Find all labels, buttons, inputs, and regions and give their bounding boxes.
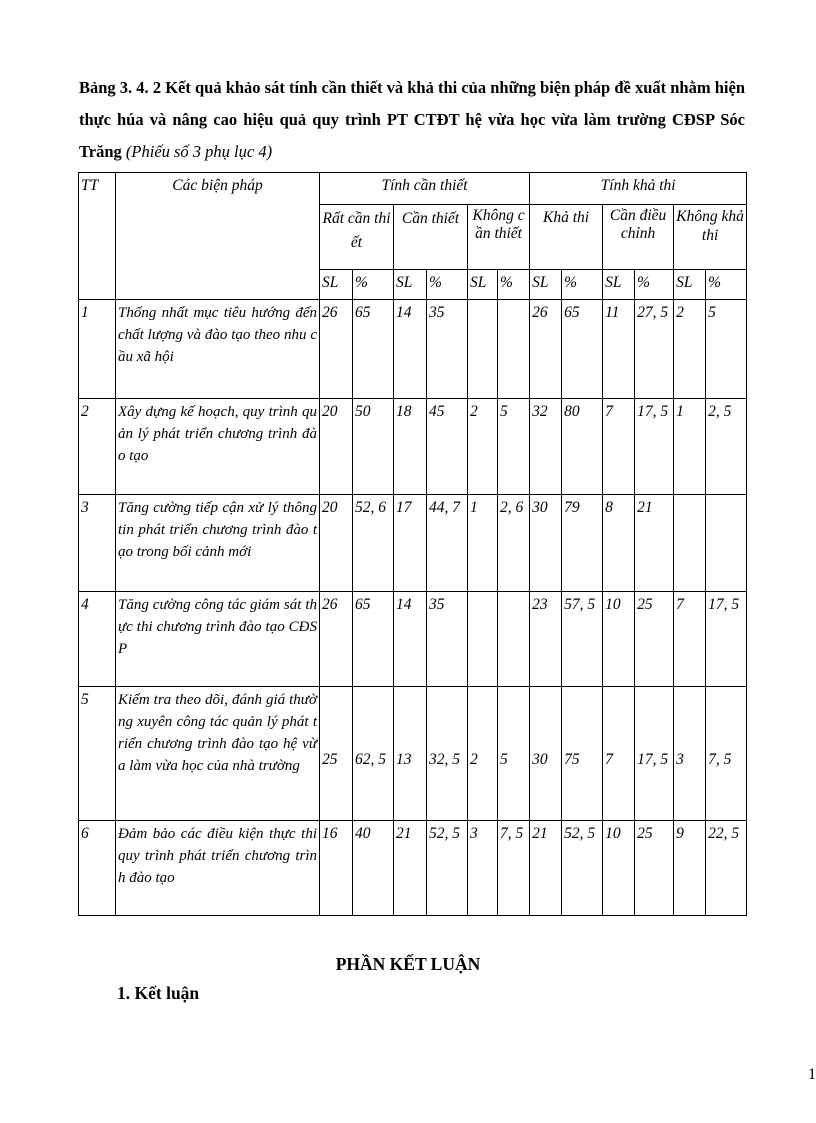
cell-value: 30 [530, 687, 562, 821]
cell-value: 22, 5 [706, 821, 747, 916]
cell-value: 14 [394, 300, 427, 399]
cell-value: 5 [498, 687, 530, 821]
row-tt: 3 [79, 495, 116, 592]
cell-value: 44, 7 [427, 495, 468, 592]
header-pct: % [427, 270, 468, 300]
cell-value: 52, 6 [353, 495, 394, 592]
cell-value: 2 [468, 687, 498, 821]
cell-value [468, 300, 498, 399]
row-measure: Đảm bảo các điều kiện thực thi quy trình phát triển chương trình đào tạo [116, 821, 320, 916]
header-very-necessary: Rất cần thiết [320, 205, 394, 270]
cell-value [468, 592, 498, 687]
cell-value [498, 300, 530, 399]
cell-value: 3 [674, 687, 706, 821]
cell-value: 9 [674, 821, 706, 916]
header-feasible: Khả thi [530, 205, 603, 270]
cell-value: 2 [468, 399, 498, 495]
cell-value: 50 [353, 399, 394, 495]
cell-value: 14 [394, 592, 427, 687]
cell-value: 1 [674, 399, 706, 495]
cell-value: 5 [498, 399, 530, 495]
cell-value: 2 [674, 300, 706, 399]
header-needs-adjustment: Cần điều chỉnh [603, 205, 674, 270]
table-row [79, 495, 747, 592]
cell-value: 26 [530, 300, 562, 399]
table-caption [79, 72, 745, 168]
row-measure: Xây dựng kế hoạch, quy trình quản lý phát triển chương trình đào tạo [116, 399, 320, 495]
header-sl: SL [530, 270, 562, 300]
row-tt: 6 [79, 821, 116, 916]
row-measure: Kiểm tra theo dõi, đánh giá thường xuyên công tác quản lý phát triển chương trình đào tạo hệ vừa làm vừa học của nhà trường [116, 687, 320, 821]
cell-value: 7, 5 [498, 821, 530, 916]
cell-value: 35 [427, 300, 468, 399]
cell-value: 30 [530, 495, 562, 592]
header-necessary: Cần thiết [394, 205, 468, 270]
cell-value: 17 [394, 495, 427, 592]
cell-value: 57, 5 [562, 592, 603, 687]
cell-value: 13 [394, 687, 427, 821]
cell-value: 7 [603, 687, 635, 821]
header-necessity: Tính cần thiết [320, 173, 530, 205]
cell-value: 23 [530, 592, 562, 687]
cell-value: 65 [562, 300, 603, 399]
cell-value: 17, 5 [635, 399, 674, 495]
cell-value: 80 [562, 399, 603, 495]
header-sl: SL [394, 270, 427, 300]
header-pct: % [635, 270, 674, 300]
page-number: 1 [808, 1066, 816, 1083]
cell-value: 65 [353, 300, 394, 399]
cell-value [706, 495, 747, 592]
header-pct: % [706, 270, 747, 300]
cell-value [498, 592, 530, 687]
cell-value: 20 [320, 399, 353, 495]
header-sl: SL [468, 270, 498, 300]
cell-value: 20 [320, 495, 353, 592]
cell-value: 11 [603, 300, 635, 399]
row-measure: Thống nhất mục tiêu hướng đến chất lượng và đào tạo theo nhu cầu xã hội [116, 300, 320, 399]
header-feasibility: Tính khả thi [530, 173, 747, 205]
cell-value: 2, 6 [498, 495, 530, 592]
cell-value: 7 [603, 399, 635, 495]
conclusion-part-title: PHẦN KẾT LUẬN [335, 954, 481, 974]
header-pct: % [353, 270, 394, 300]
cell-value: 7, 5 [706, 687, 747, 821]
cell-value: 62, 5 [353, 687, 394, 821]
cell-value: 26 [320, 592, 353, 687]
cell-value: 21 [635, 495, 674, 592]
table-row [79, 300, 747, 399]
header-pct: % [498, 270, 530, 300]
cell-value: 10 [603, 592, 635, 687]
cell-value: 17, 5 [635, 687, 674, 821]
cell-value: 17, 5 [706, 592, 747, 687]
caption-note: (Phiếu số 3 phụ lục 4) [125, 142, 273, 161]
row-measure: Tăng cường tiếp cận xử lý thông tin phát triển chương trình đào tạo trong bối cảnh mới [116, 495, 320, 592]
conclusion-section-heading: 1. Kết luận [117, 983, 200, 1003]
cell-value: 26 [320, 300, 353, 399]
cell-value: 25 [635, 821, 674, 916]
row-tt: 4 [79, 592, 116, 687]
header-pct: % [562, 270, 603, 300]
header-measure: Các biện pháp [116, 173, 320, 300]
cell-value: 32 [530, 399, 562, 495]
table-row [79, 592, 747, 687]
cell-value: 40 [353, 821, 394, 916]
cell-value: 18 [394, 399, 427, 495]
cell-value: 3 [468, 821, 498, 916]
row-tt: 2 [79, 399, 116, 495]
header-sl: SL [603, 270, 635, 300]
cell-value: 21 [530, 821, 562, 916]
cell-value: 2, 5 [706, 399, 747, 495]
cell-value: 75 [562, 687, 603, 821]
cell-value: 8 [603, 495, 635, 592]
table-row [79, 687, 747, 821]
cell-value: 1 [468, 495, 498, 592]
caption-title: Bảng 3. 4. 2 Kết quả khảo sát tính cần thiết và khả thi của những biện pháp đề xuất nhằm hiện thực húa và nâng cao hiệu quả quy trình PT CTĐT hệ vừa học vừa làm trường CĐSP Sóc Trăng [79, 78, 745, 161]
header-sl: SL [674, 270, 706, 300]
table-row [79, 821, 747, 916]
cell-value: 21 [394, 821, 427, 916]
cell-value: 5 [706, 300, 747, 399]
header-not-feasible: Không khả thi [674, 205, 747, 270]
cell-value: 52, 5 [427, 821, 468, 916]
cell-value: 10 [603, 821, 635, 916]
cell-value: 35 [427, 592, 468, 687]
cell-value: 25 [635, 592, 674, 687]
cell-value: 65 [353, 592, 394, 687]
survey-results-table [78, 172, 747, 916]
cell-value [674, 495, 706, 592]
header-not-necessary: Không cần thiết [468, 205, 530, 270]
header-sl: SL [320, 270, 353, 300]
table-row [79, 399, 747, 495]
cell-value: 32, 5 [427, 687, 468, 821]
cell-value: 52, 5 [562, 821, 603, 916]
cell-value: 45 [427, 399, 468, 495]
row-tt: 5 [79, 687, 116, 821]
cell-value: 79 [562, 495, 603, 592]
header-tt: TT [79, 173, 116, 300]
row-measure: Tăng cường công tác giám sát thực thi chương trình đào tạo CĐSP [116, 592, 320, 687]
row-tt: 1 [79, 300, 116, 399]
cell-value: 25 [320, 687, 353, 821]
cell-value: 7 [674, 592, 706, 687]
header-row-groups [79, 173, 747, 205]
cell-value: 27, 5 [635, 300, 674, 399]
cell-value: 16 [320, 821, 353, 916]
